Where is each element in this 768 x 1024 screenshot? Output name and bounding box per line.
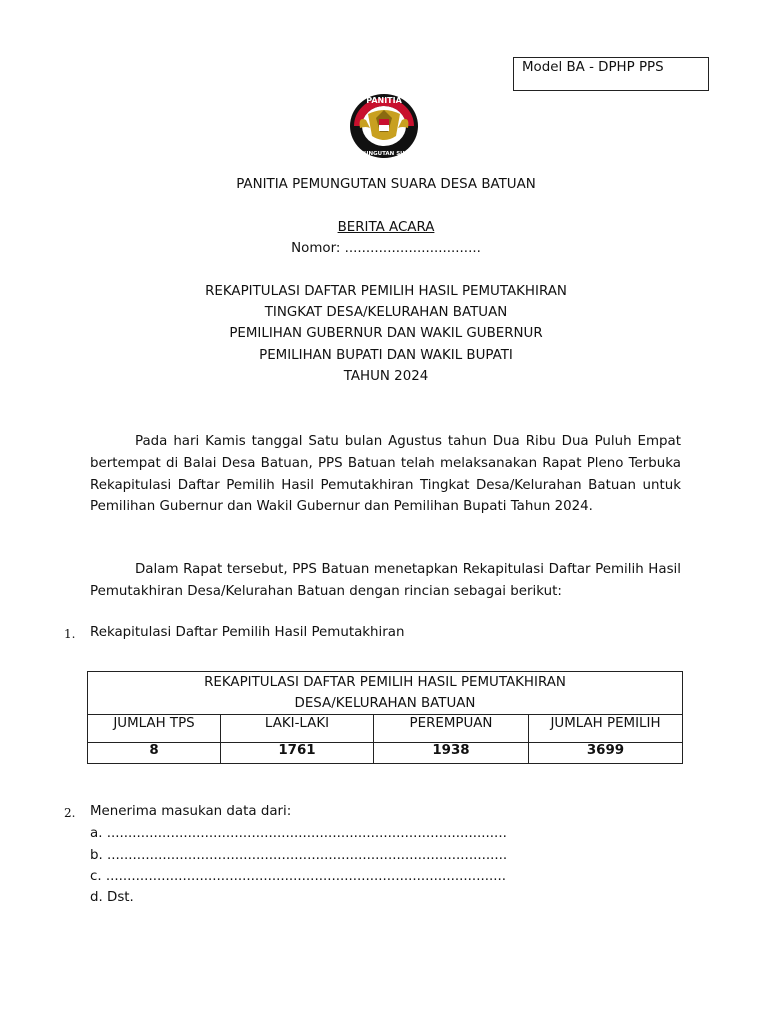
recap-table — [87, 671, 683, 764]
logo-bottom-text: PEMUNGUTAN SUARA — [350, 151, 418, 157]
model-label-box — [513, 57, 709, 91]
doc-title: BERITA ACARA — [337, 220, 435, 235]
source-line-b: b. .............................................................................................. — [90, 848, 508, 863]
table-title-cell — [88, 672, 683, 715]
source-line-c: c. .............................................................................................. — [90, 869, 506, 884]
subject-line-1: REKAPITULASI DAFTAR PEMILIH HASIL PEMUTAKHIRAN — [205, 284, 567, 299]
item-1-text: Rekapitulasi Daftar Pemilih Hasil Pemutakhiran — [90, 625, 405, 640]
header-jumlah-tps: JUMLAH TPS — [88, 715, 221, 743]
item-1-number: 1. — [64, 627, 76, 641]
table-title-line-1: REKAPITULASI DAFTAR PEMILIH HASIL PEMUTAKHIRAN — [204, 675, 566, 690]
paragraph-opening: Pada hari Kamis tanggal Satu bulan Agustus tahun Dua Ribu Dua Puluh Empat bertempat di Balai Desa Batuan, PPS Batuan telah melaksanakan Rapat Pleno Terbuka Rekapitulasi Daftar Pemilih Hasil Pemutakhiran Tingkat Desa/Kelurahan Batuan untuk Pemilihan Gubernur dan Wakil Gubernur dan Pemilihan Bupati Tahun 2024. — [90, 434, 681, 515]
table-header-row — [88, 715, 683, 743]
value-jumlah-tps: 8 — [88, 743, 221, 764]
value-jumlah-pemilih: 3699 — [529, 743, 683, 764]
document-number: Nomor: ................................ — [291, 241, 481, 256]
value-perempuan: 1938 — [374, 743, 529, 764]
model-label: Model BA - DPHP PPS — [522, 60, 664, 75]
doc-title-wrap — [0, 220, 768, 235]
subject-line-2: TINGKAT DESA/KELURAHAN BATUAN — [264, 305, 508, 320]
value-laki-laki: 1761 — [221, 743, 374, 764]
header-laki-laki: LAKI-LAKI — [221, 715, 374, 743]
kpu-logo — [348, 92, 420, 160]
subject-line-4: PEMILIHAN BUPATI DAN WAKIL BUPATI — [259, 348, 513, 363]
header-perempuan: PEREMPUAN — [374, 715, 529, 743]
subject-line-5: TAHUN 2024 — [343, 369, 429, 384]
item-2-number: 2. — [64, 806, 76, 820]
table-title-line-2: DESA/KELURAHAN BATUAN — [294, 696, 476, 711]
logo-top-text: PANITIA — [366, 96, 402, 105]
table-value-row — [88, 743, 683, 764]
source-line-a: a. .............................................................................................. — [90, 826, 507, 841]
header-jumlah-pemilih: JUMLAH PEMILIH — [529, 715, 683, 743]
committee-name: PANITIA PEMUNGUTAN SUARA DESA BATUAN — [236, 177, 536, 192]
source-line-d: d. Dst. — [90, 890, 134, 905]
paragraph-decision: Dalam Rapat tersebut, PPS Batuan menetapkan Rekapitulasi Daftar Pemilih Hasil Pemutakhiran Desa/Kelurahan Batuan dengan rincian sebagai berikut: — [90, 562, 681, 599]
item-2-text: Menerima masukan data dari: — [90, 804, 292, 819]
subject-line-3: PEMILIHAN GUBERNUR DAN WAKIL GUBERNUR — [229, 326, 543, 341]
table-title-row — [88, 672, 683, 715]
